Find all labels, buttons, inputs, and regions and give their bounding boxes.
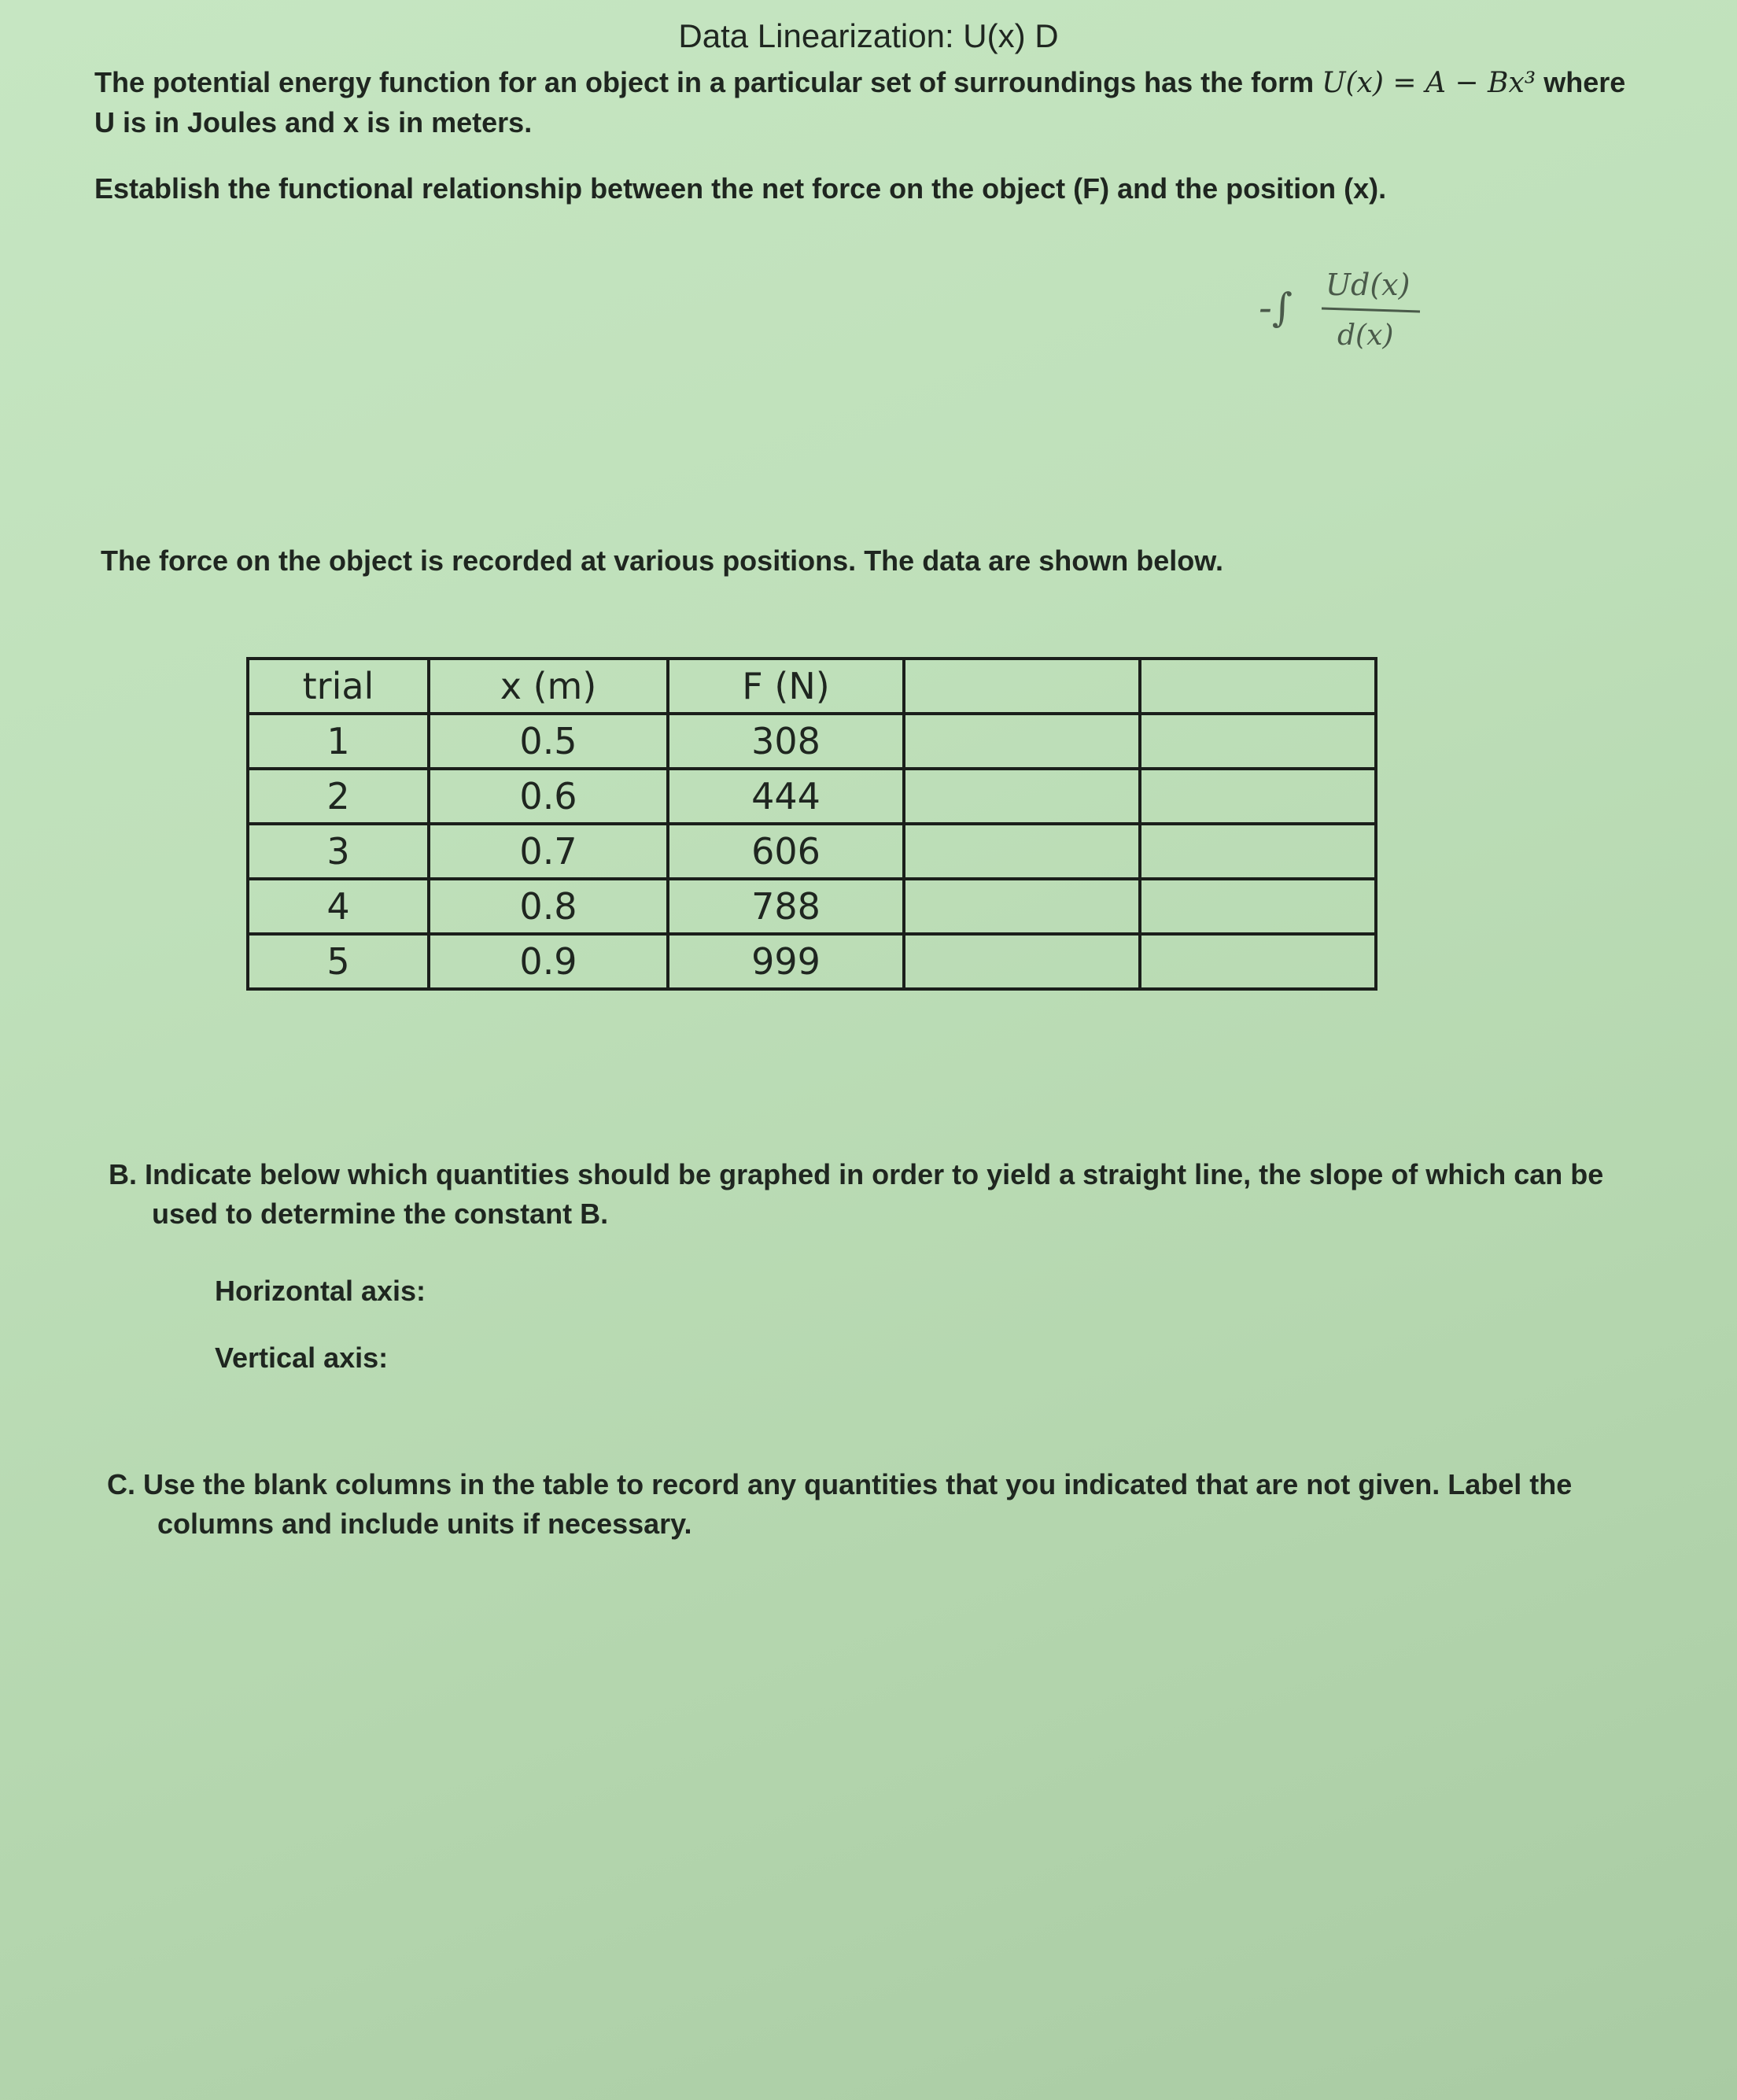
intro-text-before: The potential energy function for an object in a particular set of surroundings has the form <box>94 66 1322 98</box>
table-header-row <box>248 659 1376 714</box>
table-row <box>248 714 1376 769</box>
task-a-prompt: Establish the functional relationship between the net force on the object (F) and the position (x). <box>94 172 1387 205</box>
table-intro: The force on the object is recorded at various positions. The data are shown below. <box>101 544 1223 577</box>
task-b-prompt <box>109 1155 1650 1234</box>
page-title: Data Linearization: U(x) D <box>678 17 1059 54</box>
cell-trial: 3 <box>248 824 429 879</box>
cell-x: 0.7 <box>429 824 668 879</box>
header-force: F (N) <box>668 659 904 714</box>
table-row <box>248 824 1376 879</box>
handwritten-integral-sign: -∫ <box>1259 285 1293 330</box>
cell-blank-1[interactable] <box>904 934 1140 989</box>
cell-blank-2[interactable] <box>1140 714 1376 769</box>
cell-trial: 2 <box>248 769 429 824</box>
handwritten-note <box>1259 260 1440 370</box>
vertical-axis-label: Vertical axis: <box>215 1342 389 1374</box>
cell-force: 308 <box>668 714 904 769</box>
header-x: x (m) <box>429 659 668 714</box>
cell-force: 606 <box>668 824 904 879</box>
cell-x: 0.8 <box>429 879 668 934</box>
cell-blank-1[interactable] <box>904 769 1140 824</box>
header-trial: trial <box>248 659 429 714</box>
cell-blank-1[interactable] <box>904 879 1140 934</box>
handwritten-fraction-bar <box>1322 308 1420 312</box>
header-blank-2[interactable] <box>1140 659 1376 714</box>
table-row <box>248 769 1376 824</box>
cell-blank-2[interactable] <box>1140 824 1376 879</box>
handwritten-denominator: d(x) <box>1337 319 1394 352</box>
potential-energy-formula: U(x) = A − Bx³ <box>1322 67 1536 99</box>
cell-trial: 1 <box>248 714 429 769</box>
task-c-line-1: C. Use the blank columns in the table to record any quantities that you indicated that are not given. Label the <box>107 1468 1573 1500</box>
cell-blank-2[interactable] <box>1140 934 1376 989</box>
cell-x: 0.6 <box>429 769 668 824</box>
table-row <box>248 879 1376 934</box>
cell-trial: 5 <box>248 934 429 989</box>
cell-blank-2[interactable] <box>1140 879 1376 934</box>
cell-x: 0.5 <box>429 714 668 769</box>
cell-trial: 4 <box>248 879 429 934</box>
task-c-line-2: columns and include units if necessary. <box>157 1508 692 1540</box>
cell-blank-1[interactable] <box>904 714 1140 769</box>
cell-blank-2[interactable] <box>1140 769 1376 824</box>
task-b-line-2: used to determine the constant B. <box>152 1198 609 1230</box>
header-blank-1[interactable] <box>904 659 1140 714</box>
task-b-line-1: B. Indicate below which quantities should be graphed in order to yield a straight line, the slope of which can be <box>109 1158 1604 1190</box>
horizontal-axis-label: Horizontal axis: <box>215 1275 426 1307</box>
intro-paragraph <box>94 63 1636 142</box>
cell-x: 0.9 <box>429 934 668 989</box>
intro-text-after: where U is in Joules and x is in meters. <box>94 66 1626 138</box>
cell-force: 999 <box>668 934 904 989</box>
task-c-prompt <box>107 1465 1665 1544</box>
handwritten-numerator: Ud(x) <box>1326 268 1411 302</box>
data-table <box>246 657 1377 991</box>
cell-blank-1[interactable] <box>904 824 1140 879</box>
cell-force: 788 <box>668 879 904 934</box>
table-row <box>248 934 1376 989</box>
cell-force: 444 <box>668 769 904 824</box>
